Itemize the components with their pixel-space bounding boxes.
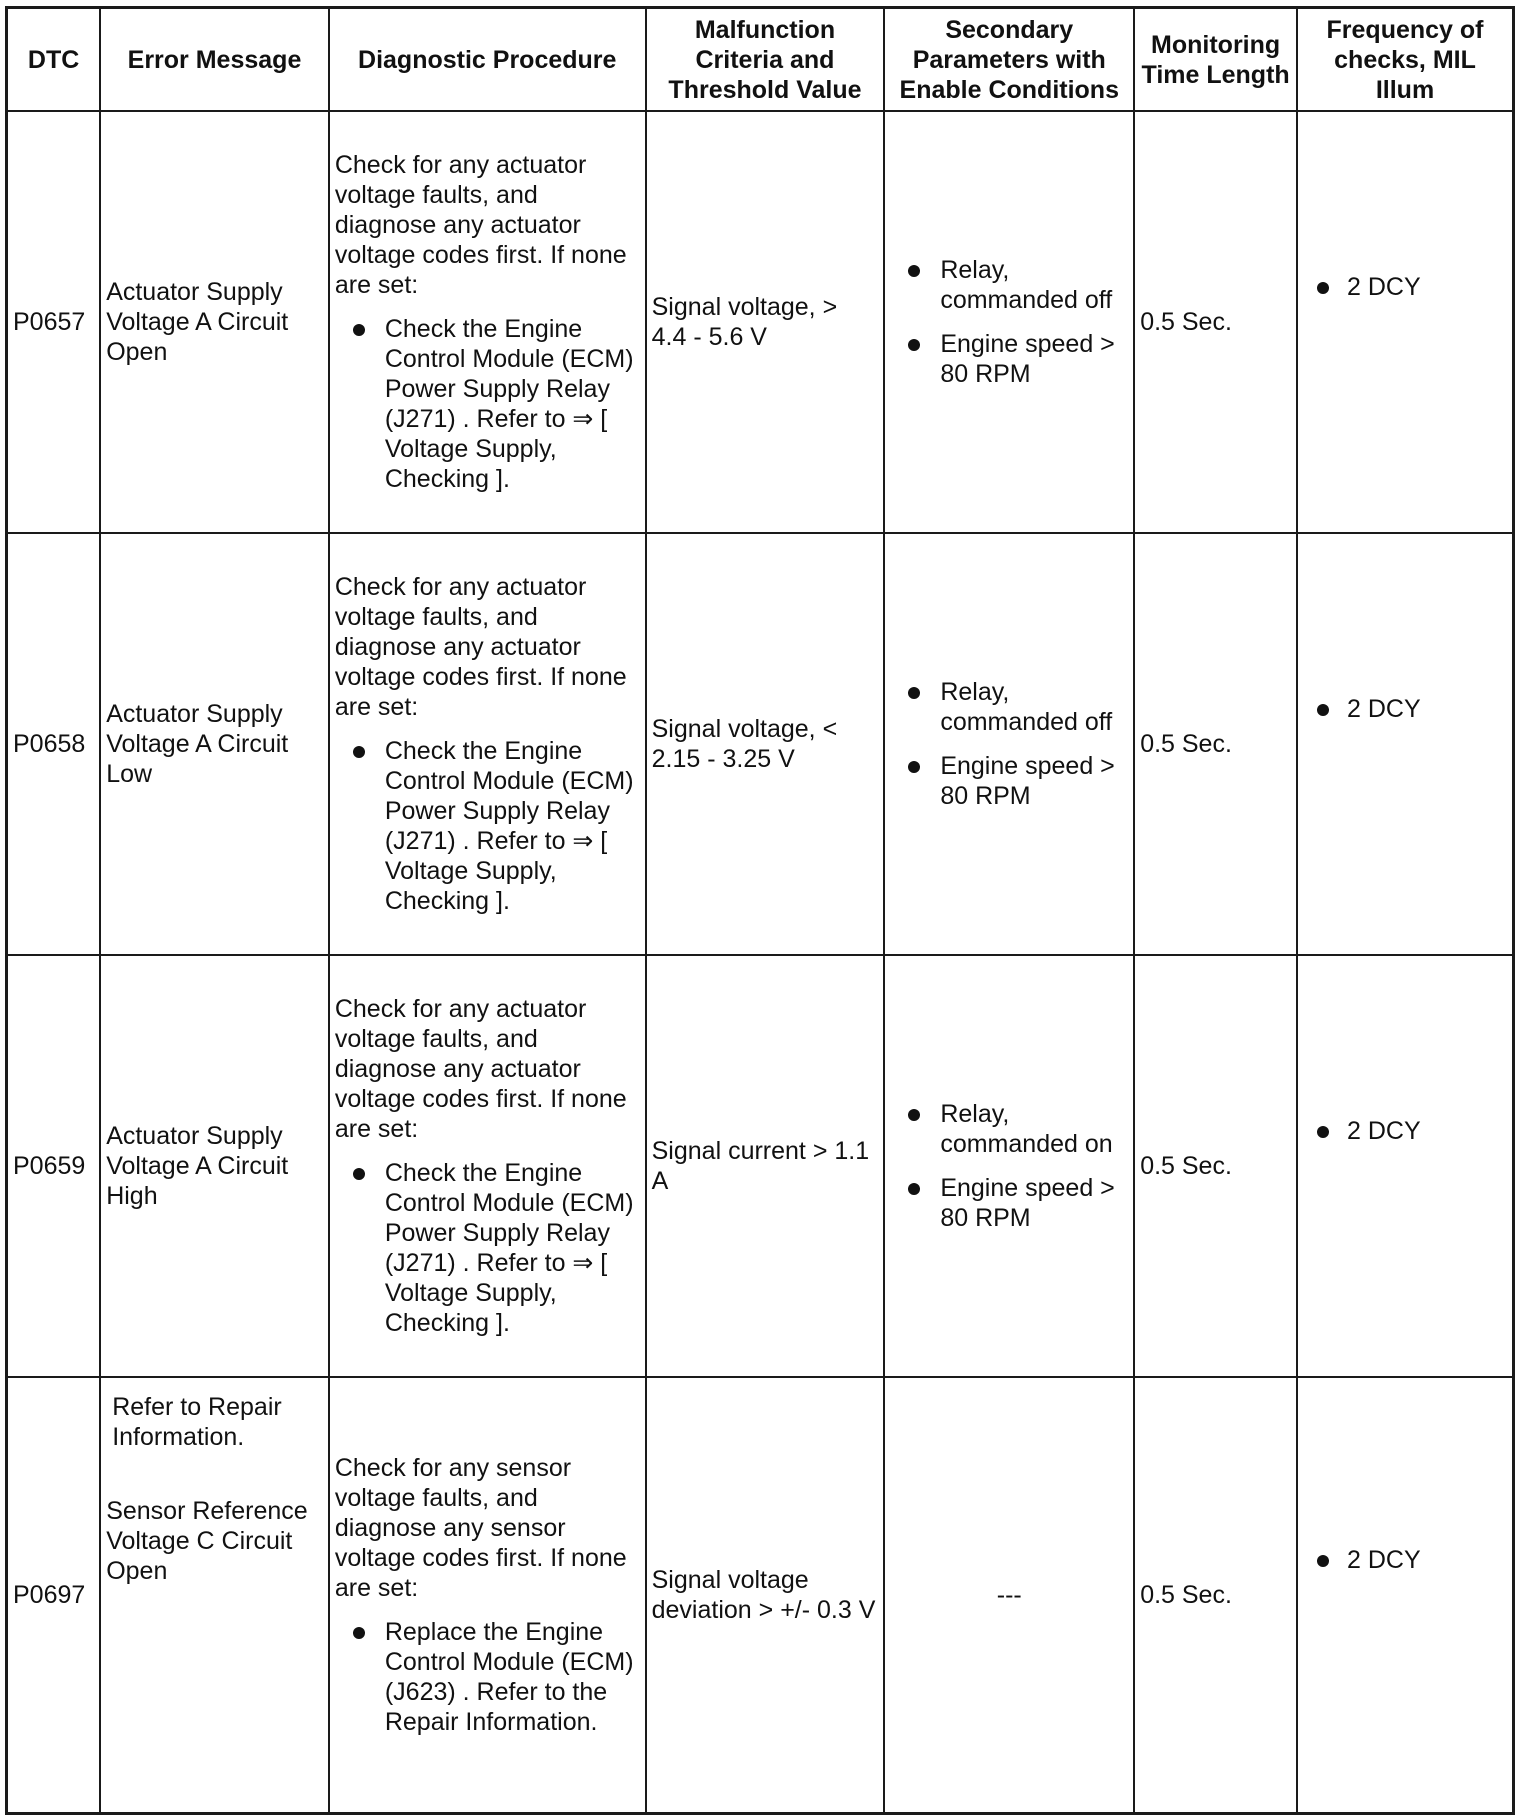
- malfunction-criteria: Signal voltage, > 4.4 - 5.6 V: [646, 111, 885, 533]
- header-secondary-parameters: Secondary Parameters with Enable Conditions: [884, 8, 1134, 112]
- frequency: [1297, 1377, 1513, 1814]
- error-message: Actuator Supply Voltage A Circuit High: [100, 955, 329, 1377]
- header-malfunction-criteria: Malfunction Criteria and Threshold Value: [646, 8, 885, 112]
- malfunction-criteria: Signal voltage deviation > +/- 0.3 V: [646, 1377, 885, 1814]
- secondary-condition: Engine speed > 80 RPM: [890, 1173, 1128, 1233]
- header-monitoring-time: Monitoring Time Length: [1134, 8, 1297, 112]
- secondary-parameters: [884, 111, 1134, 533]
- monitoring-time: 0.5 Sec.: [1134, 955, 1297, 1377]
- table-row: [7, 533, 1514, 955]
- dtc-code: P0658: [7, 533, 101, 955]
- diagnostic-procedure: [329, 111, 646, 533]
- monitoring-time: 0.5 Sec.: [1134, 1377, 1297, 1814]
- frequency-value: 2 DCY: [1303, 1545, 1507, 1575]
- malfunction-criteria: Signal voltage, < 2.15 - 3.25 V: [646, 533, 885, 955]
- monitoring-time: 0.5 Sec.: [1134, 111, 1297, 533]
- table-row: [7, 955, 1514, 1377]
- frequency-value: 2 DCY: [1303, 272, 1507, 302]
- error-message-text: Sensor Reference Voltage C Circuit Open: [106, 1497, 308, 1585]
- error-note: Refer to Repair Information.: [112, 1393, 282, 1451]
- diagnostic-procedure: [329, 955, 646, 1377]
- error-message: [100, 1377, 329, 1814]
- secondary-parameters: [884, 955, 1134, 1377]
- secondary-condition: Engine speed > 80 RPM: [890, 329, 1128, 389]
- diagnostic-procedure: [329, 1377, 646, 1814]
- error-message: Actuator Supply Voltage A Circuit Low: [100, 533, 329, 955]
- procedure-step: Check the Engine Control Module (ECM) Power Supply Relay (J271) . Refer to ⇒ [ Voltage Supply, Checking ].: [335, 1158, 640, 1338]
- procedure-intro: Check for any actuator voltage faults, and diagnose any actuator voltage codes first. If none are set:: [334, 151, 627, 299]
- secondary-condition: Engine speed > 80 RPM: [890, 751, 1128, 811]
- error-message: Actuator Supply Voltage A Circuit Open: [100, 111, 329, 533]
- header-diagnostic-procedure: Diagnostic Procedure: [329, 8, 646, 112]
- dtc-table: [5, 6, 1515, 1815]
- header-error-message: Error Message: [100, 8, 329, 112]
- frequency-value: 2 DCY: [1303, 1116, 1507, 1146]
- procedure-intro: Check for any sensor voltage faults, and diagnose any sensor voltage codes first. If none are set:: [334, 1454, 627, 1602]
- procedure-step: Check the Engine Control Module (ECM) Power Supply Relay (J271) . Refer to ⇒ [ Voltage Supply, Checking ].: [335, 736, 640, 916]
- table-row: [7, 111, 1514, 533]
- procedure-step: Check the Engine Control Module (ECM) Power Supply Relay (J271) . Refer to ⇒ [ Voltage Supply, Checking ].: [335, 314, 640, 494]
- table-row: [7, 1377, 1514, 1814]
- secondary-condition: Relay, commanded off: [890, 255, 1128, 315]
- diagnostic-procedure: [329, 533, 646, 955]
- frequency-value: 2 DCY: [1303, 694, 1507, 724]
- header-dtc: DTC: [7, 8, 101, 112]
- dtc-code: P0657: [7, 111, 101, 533]
- procedure-intro: Check for any actuator voltage faults, and diagnose any actuator voltage codes first. If none are set:: [334, 573, 627, 721]
- header-frequency: Frequency of checks, MIL Illum: [1297, 8, 1513, 112]
- frequency: [1297, 533, 1513, 955]
- secondary-condition: Relay, commanded on: [890, 1099, 1128, 1159]
- header-row: [7, 8, 1514, 112]
- procedure-intro: Check for any actuator voltage faults, and diagnose any actuator voltage codes first. If none are set:: [334, 995, 627, 1143]
- secondary-parameters: ---: [884, 1377, 1134, 1814]
- procedure-step: Replace the Engine Control Module (ECM) (J623) . Refer to the Repair Information.: [335, 1617, 640, 1737]
- malfunction-criteria: Signal current > 1.1 A: [646, 955, 885, 1377]
- frequency: [1297, 111, 1513, 533]
- frequency: [1297, 955, 1513, 1377]
- secondary-parameters: [884, 533, 1134, 955]
- secondary-condition: Relay, commanded off: [890, 677, 1128, 737]
- monitoring-time: 0.5 Sec.: [1134, 533, 1297, 955]
- dtc-code: P0659: [7, 955, 101, 1377]
- dtc-code: P0697: [7, 1377, 101, 1814]
